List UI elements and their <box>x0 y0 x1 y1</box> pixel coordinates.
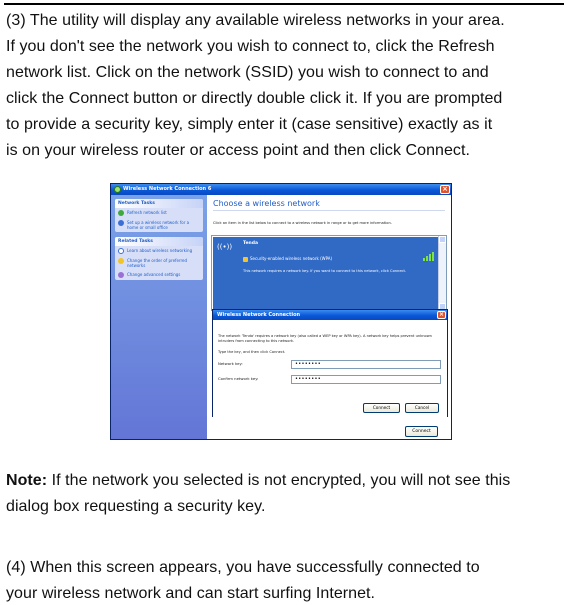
step4-line: (4) When this screen appears, you have successfully connected to <box>6 559 480 576</box>
related-tasks-panel <box>115 237 203 280</box>
network-tasks-panel <box>115 199 203 232</box>
scroll-up-icon[interactable] <box>439 236 446 243</box>
confirm-key-field[interactable]: •••••••• <box>291 375 441 384</box>
sidebar-item-advanced[interactable] <box>115 270 203 280</box>
sidebar-item-refresh[interactable] <box>115 208 203 218</box>
dialog-body <box>213 320 447 417</box>
confirm-key-label: Confirm network key: <box>218 376 259 381</box>
signal-strength-icon <box>423 251 434 261</box>
network-ssid: Tenda <box>243 241 258 246</box>
network-security: Security-enabled wireless network (WPA) <box>250 256 333 261</box>
network-item-selected[interactable] <box>213 237 438 309</box>
dialog-message: The network 'Tenda' requires a network key (also called a WEP key or WPA key). A network key helps prevent unknown intruders from connecting to this network. <box>218 334 432 343</box>
connect-button[interactable]: Connect <box>405 426 438 437</box>
dialog-close-icon[interactable]: × <box>438 311 445 318</box>
task-sidebar <box>111 195 207 440</box>
settings-icon <box>118 272 124 278</box>
pane-instruction: Click an item in the list below to connect to a wireless network in range or to get more information. <box>213 221 392 225</box>
step3-line: (3) The utility will display any available wireless networks in your area. <box>6 12 505 29</box>
pane-heading: Choose a wireless network <box>213 199 320 208</box>
sidebar-item-order[interactable] <box>115 256 203 270</box>
sidebar-item-learn[interactable] <box>115 246 203 256</box>
help-icon <box>118 248 124 254</box>
dialog-cancel-button[interactable]: Cancel <box>405 403 439 413</box>
network-key-label: Network key: <box>218 361 243 366</box>
network-tasks-heading: Network Tasks <box>115 199 203 208</box>
window-title: Wireless Network Connection 6 <box>123 186 212 192</box>
step3-paragraph <box>6 8 566 164</box>
dialog-titlebar <box>213 310 447 320</box>
step4-line: your wireless network and can start surfing Internet. <box>6 585 376 602</box>
network-list <box>211 235 447 311</box>
sidebar-item-label: Set up a wireless network for a home or small office <box>127 220 190 230</box>
lock-icon <box>243 257 248 262</box>
step3-line: click the Connect button or directly double click it. If you are prompted <box>6 90 503 107</box>
top-rule <box>4 3 564 5</box>
sidebar-item-label: Change the order of preferred networks <box>127 258 188 268</box>
heading-divider <box>213 210 445 211</box>
step3-line: to provide a security key, simply enter it (case sensitive) exactly as it <box>6 116 493 133</box>
note-text: If the network you selected is not encrypted, you will not see this <box>47 472 511 489</box>
close-icon[interactable]: × <box>440 185 450 194</box>
step3-line: network list. Click on the network (SSID) you wish to connect to and <box>6 64 489 81</box>
network-key-field[interactable]: •••••••• <box>291 360 441 369</box>
wireless-icon <box>114 186 121 193</box>
wireless-connection-screenshot <box>110 183 452 440</box>
star-icon <box>118 258 124 264</box>
note-paragraph <box>6 468 566 520</box>
note-label: Note: <box>6 472 48 489</box>
related-tasks-heading: Related Tasks <box>115 237 203 246</box>
sidebar-item-label: Refresh network list <box>127 210 167 215</box>
step3-line: If you don't see the network you wish to connect to, click the Refresh <box>6 38 495 55</box>
network-description: This network requires a network key. If you want to connect to this network, click Connect. <box>243 269 407 273</box>
step3-line: is on your wireless router or access point and then click Connect. <box>6 142 470 159</box>
sidebar-item-label: Change advanced settings <box>127 272 181 277</box>
note-line <box>6 468 566 494</box>
list-scrollbar[interactable] <box>438 236 446 310</box>
refresh-icon <box>118 210 124 216</box>
sidebar-item-label: Learn about wireless networking <box>127 248 193 253</box>
step4-paragraph <box>6 555 566 605</box>
sidebar-item-setup[interactable] <box>115 218 203 232</box>
dialog-type-prompt: Type the key, and then click Connect. <box>218 350 286 354</box>
wifi-antenna-icon: ((•)) <box>217 243 233 251</box>
setup-wireless-icon <box>118 220 124 226</box>
dialog-title: Wireless Network Connection <box>217 312 301 318</box>
window-titlebar <box>111 184 451 195</box>
dialog-connect-button[interactable]: Connect <box>363 403 400 413</box>
note-line: dialog box requesting a security key. <box>6 498 266 515</box>
network-key-dialog <box>212 309 448 417</box>
